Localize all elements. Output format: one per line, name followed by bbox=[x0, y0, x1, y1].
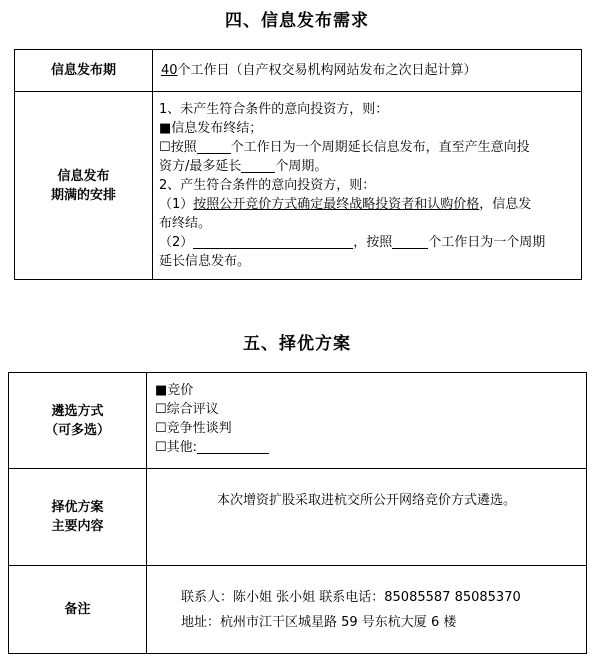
arr-line1: 1、未产生符合条件的意向投资方，则： bbox=[159, 102, 389, 117]
remarks-content bbox=[147, 566, 587, 654]
arr-line3-b: 个工作日为一个周期延长信息发布，直至产生意向投 bbox=[230, 140, 530, 155]
plan-label-line1: 择优方案 bbox=[51, 500, 104, 515]
remarks-row bbox=[9, 566, 587, 654]
arr-line4 bbox=[159, 157, 575, 176]
period-days: 40 bbox=[161, 63, 178, 78]
cycle-days-blank bbox=[392, 234, 428, 249]
method-label-line1: 遴选方式 bbox=[51, 403, 104, 419]
option-competitive-negotiation[interactable]: ☐竞争性谈判 bbox=[155, 421, 232, 436]
arr-line9: 延长信息发布。 bbox=[159, 254, 251, 269]
extend-cycles-blank bbox=[241, 158, 275, 173]
option-auction[interactable]: ■竞价 bbox=[155, 383, 194, 398]
arr-line3 bbox=[159, 138, 575, 157]
period-label: 信息发布期 bbox=[15, 50, 153, 92]
plan-label bbox=[9, 469, 147, 566]
method-row bbox=[9, 373, 587, 469]
arr-line6-a: （1） bbox=[159, 197, 194, 212]
arr-line8 bbox=[159, 233, 575, 252]
arrangement-label bbox=[15, 92, 153, 280]
arr-line6 bbox=[159, 195, 575, 214]
arr-line6-underlined: 按照公开竞价方式确定最终战略投资者和认购价格 bbox=[193, 197, 480, 212]
section5-title: 五、择优方案 bbox=[243, 334, 351, 354]
selection-table bbox=[8, 372, 587, 654]
plan-label-line2: 主要内容 bbox=[51, 519, 104, 534]
arr-line2: ■信息发布终结； bbox=[159, 121, 263, 136]
remarks-label: 备注 bbox=[9, 566, 147, 654]
arrangement-row bbox=[15, 92, 582, 280]
arr-line4-b: 个周期。 bbox=[275, 159, 328, 174]
arr-line4-a: 资方/最多延长 bbox=[159, 159, 242, 174]
arr-line8-b: ，按照 bbox=[353, 235, 393, 250]
section4-title: 四、信息发布需求 bbox=[225, 11, 369, 31]
period-text: 个工作日（自产权交易机构网站发布之次日起计算） bbox=[177, 63, 477, 78]
option-other-label: ☐其他: bbox=[155, 440, 198, 455]
arr-line7: 布终结。 bbox=[159, 216, 212, 231]
other-method-blank bbox=[193, 234, 353, 249]
period-row bbox=[15, 50, 582, 92]
method-label-line2: （可多选） bbox=[44, 422, 110, 438]
plan-content: 本次增资扩股采取进杭交所公开网络竞价方式遴选。 bbox=[147, 469, 587, 566]
arrangement-label-line1: 信息发布 bbox=[57, 168, 110, 184]
period-value bbox=[153, 50, 582, 92]
option-comprehensive-review[interactable]: ☐综合评议 bbox=[155, 402, 219, 417]
arr-line6-c: ，信息发 bbox=[479, 197, 532, 212]
arr-line3-a: ☐按照 bbox=[159, 140, 197, 155]
option-other[interactable] bbox=[155, 438, 586, 457]
arrangement-label-line2: 期满的安排 bbox=[50, 187, 116, 203]
option-other-blank bbox=[197, 439, 269, 454]
address-line: 地址：杭州市江干区城星路 59 号东杭大厦 6 楼 bbox=[181, 614, 457, 630]
plan-row bbox=[9, 469, 587, 566]
info-release-table bbox=[14, 49, 582, 280]
arrangement-content bbox=[153, 92, 582, 280]
method-options bbox=[147, 373, 587, 469]
arr-line5: 2、产生符合条件的意向投资方，则： bbox=[159, 178, 376, 193]
method-label bbox=[9, 373, 147, 469]
arr-line8-c: 个工作日为一个周期 bbox=[428, 235, 546, 250]
arr-line8-a: （2） bbox=[159, 235, 194, 250]
extend-days-blank bbox=[197, 139, 231, 154]
contact-line: 联系人：陈小姐 张小姐 联系电话：85085587 85085370 bbox=[181, 589, 521, 605]
